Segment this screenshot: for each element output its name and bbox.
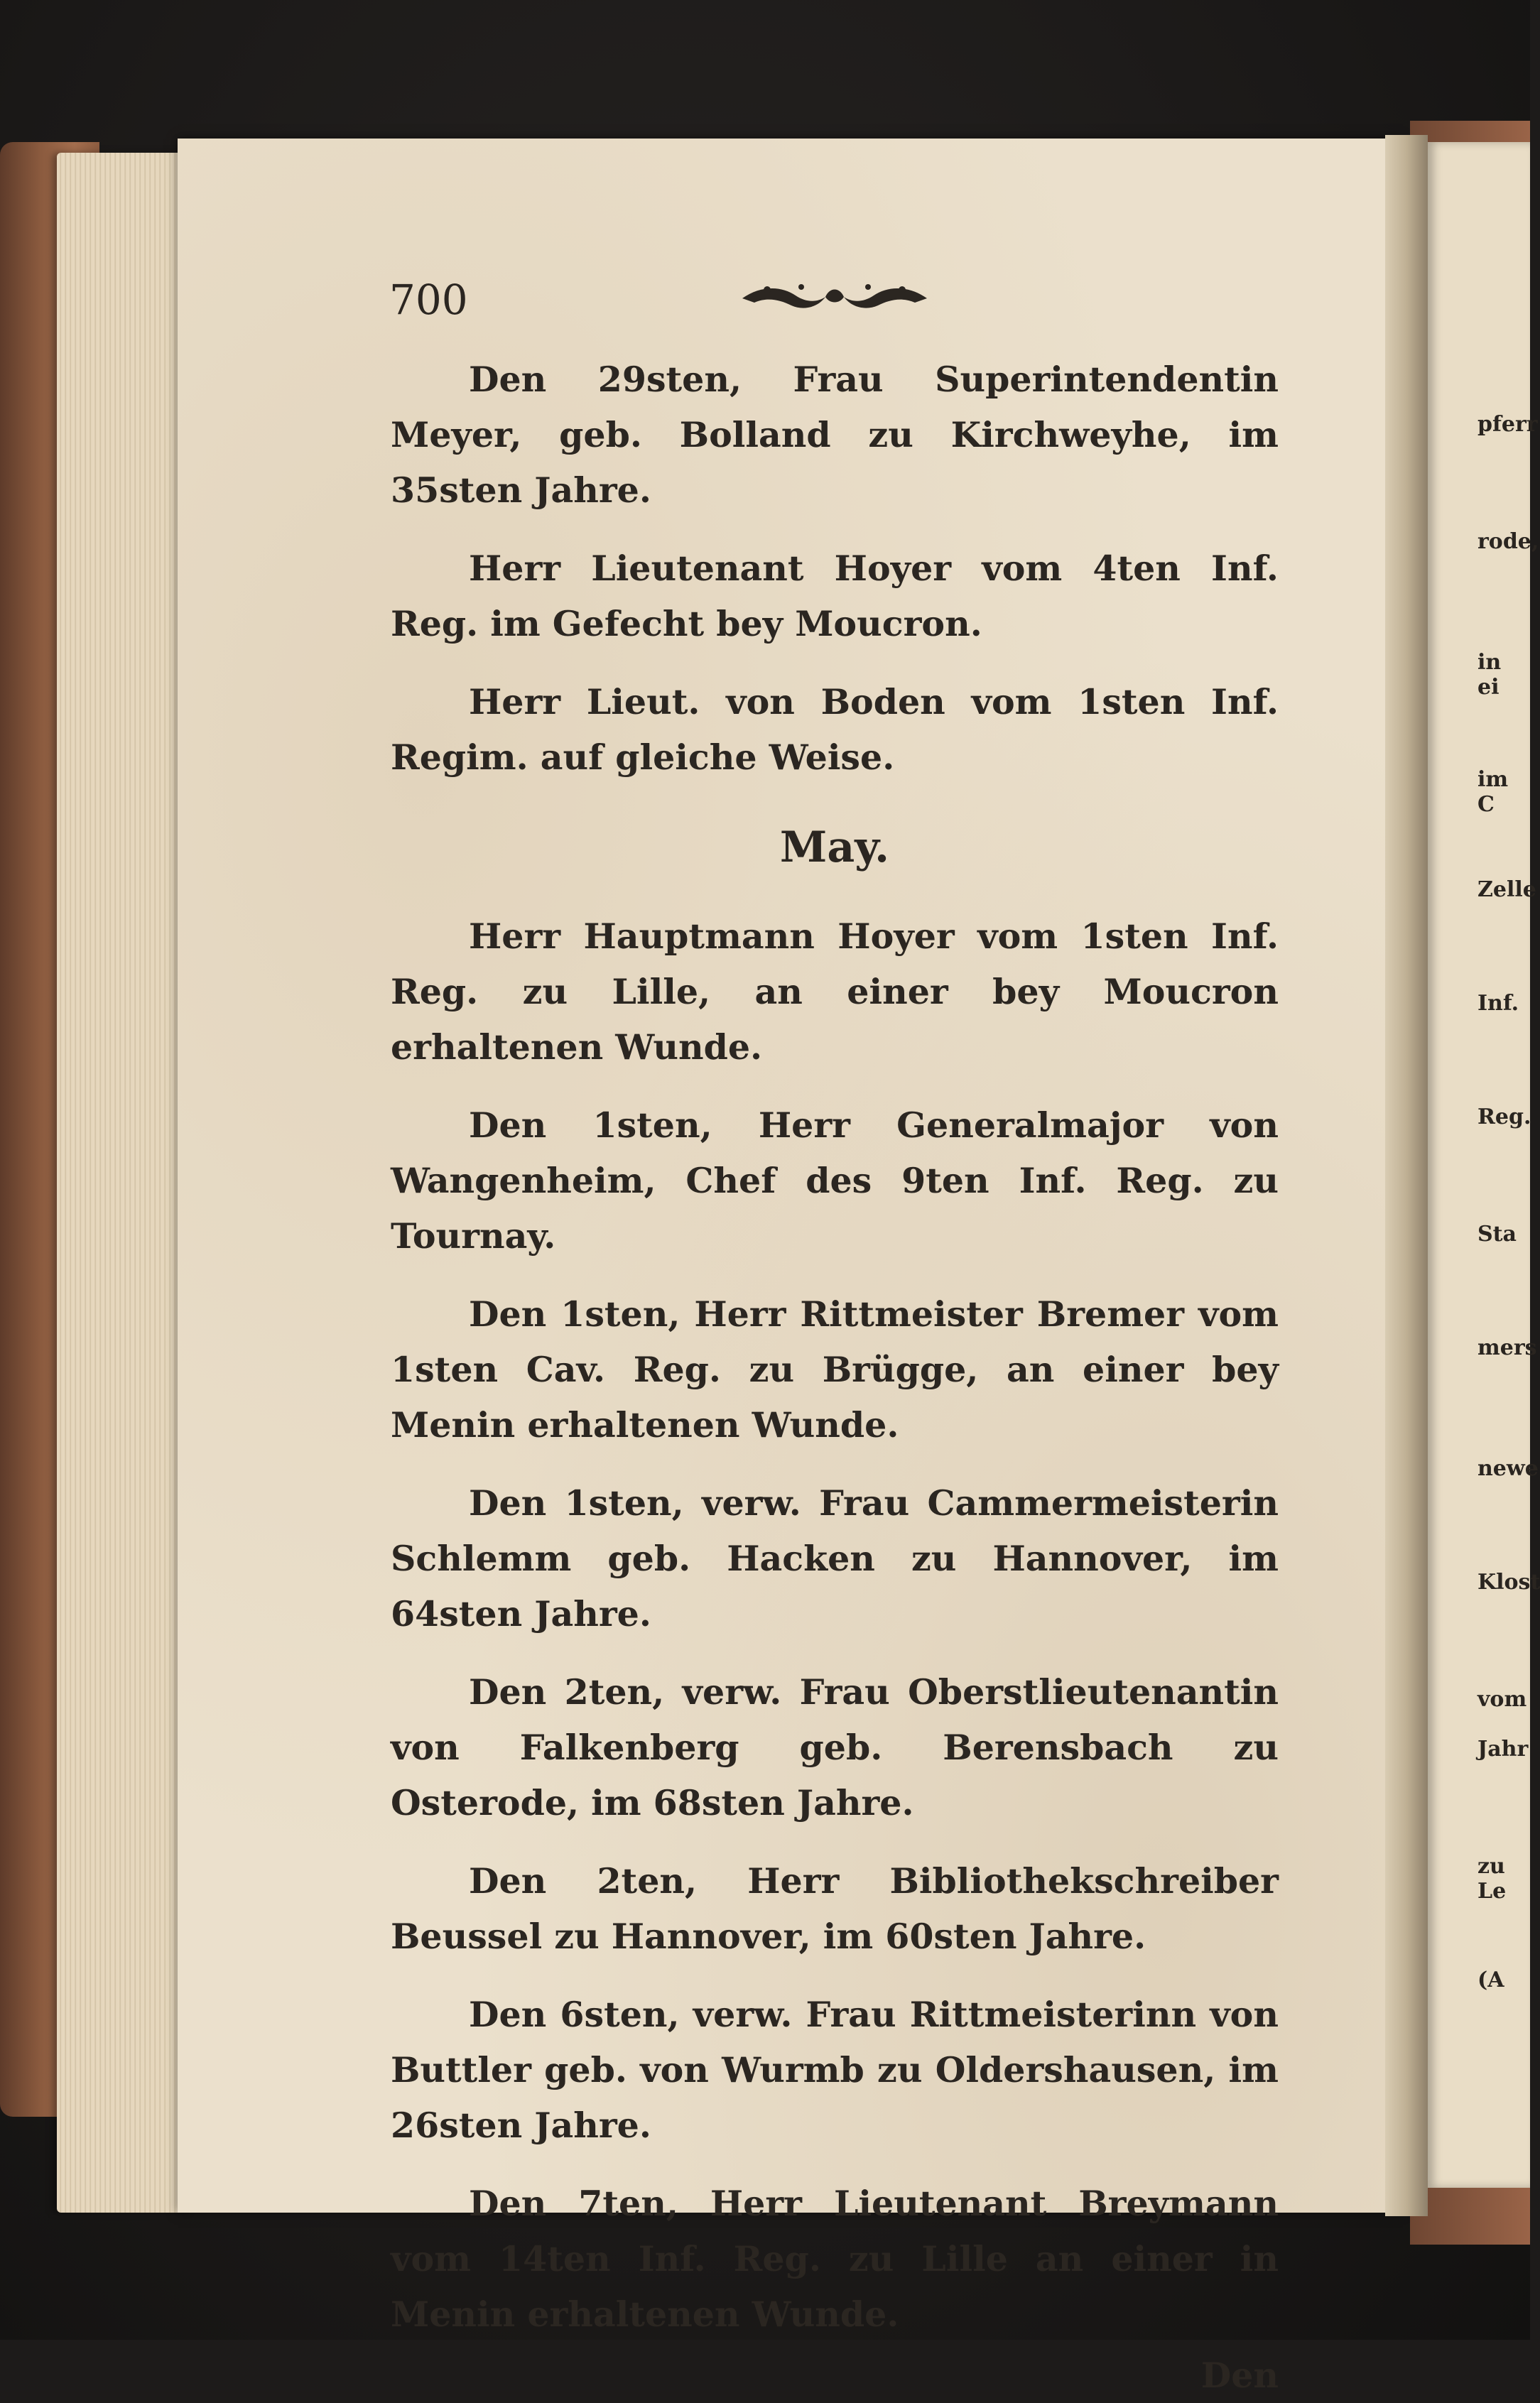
entry-paragraph: Herr Lieutenant Hoyer vom 4ten Inf. Reg. im Gefecht bey Moucron. <box>391 548 1279 644</box>
entry-paragraph: Den 1sten, Herr Generalmajor von Wangenheim, Chef des 9ten Inf. Reg. zu Tournay. <box>391 1105 1279 1257</box>
entry-paragraph: Herr Lieut. von Boden vom 1sten Inf. Regim. auf gleiche Weise. <box>391 681 1279 778</box>
facing-fragment: Zelle <box>1477 877 1536 902</box>
facing-fragment: Reg. <box>1477 1105 1531 1129</box>
facing-fragment: vom <box>1477 1687 1527 1712</box>
facing-fragment: newe <box>1477 1456 1539 1481</box>
catchword: Den <box>1200 2355 1279 2396</box>
page-text <box>391 352 1279 2403</box>
entry-paragraph: Den 1sten, verw. Frau Cammermeisterin Schlemm geb. Hacken zu Hannover, im 64sten Jahre. <box>391 1482 1279 1634</box>
facing-fragment: in ei <box>1477 650 1502 700</box>
entry-paragraph: Den 1sten, Herr Rittmeister Bremer vom 1sten Cav. Reg. zu Brügge, an einer bey Menin erhaltenen Wunde. <box>391 1293 1279 1445</box>
entry-paragraph: Herr Hauptmann Hoyer vom 1sten Inf. Reg. zu Lille, an einer bey Moucron erhaltenen Wunde. <box>391 916 1279 1068</box>
entry-paragraph: Den 6sten, verw. Frau Rittmeisterinn von Buttler geb. von Wurmb zu Oldershausen, im 26sten Jahre. <box>391 1994 1279 2146</box>
facing-fragment: Jahr <box>1477 1737 1529 1762</box>
entry-paragraph: Den 7ten, Herr Lieutenant Breymann vom 14ten Inf. Reg. zu Lille an einer in Menin erhaltenen Wunde. <box>391 2183 1279 2335</box>
entry-paragraph: Den 2ten, Herr Bibliothekschreiber Beussel zu Hannover, im 60sten Jahre. <box>391 1860 1279 1957</box>
ornament-icon <box>739 271 931 321</box>
entry-paragraph: Den 29sten, Frau Superintendentin Meyer, geb. Bolland zu Kirchweyhe, im 35sten Jahre. <box>391 359 1279 511</box>
page-edges-left <box>57 153 192 2213</box>
page-number: 700 <box>389 276 468 324</box>
facing-fragment: Klost <box>1477 1570 1540 1595</box>
entry-paragraph: Den 2ten, verw. Frau Oberstlieutenantin von Falkenberg geb. Berensbach zu Osterode, im 68sten Jahre. <box>391 1671 1279 1823</box>
facing-fragment: rode, <box>1477 529 1539 554</box>
page-gutter <box>1385 135 1428 2216</box>
facing-fragment: Inf. <box>1477 991 1519 1016</box>
facing-fragment: (A <box>1477 1968 1504 1992</box>
facing-fragment: zu Le <box>1477 1854 1507 1904</box>
facing-fragment: pferr <box>1477 412 1538 437</box>
facing-fragment: im C <box>1477 767 1509 817</box>
facing-page <box>1428 142 1540 2188</box>
month-heading: May. <box>779 823 890 872</box>
facing-fragment: Sta <box>1477 1222 1517 1247</box>
facing-fragment: mers <box>1477 1335 1537 1360</box>
